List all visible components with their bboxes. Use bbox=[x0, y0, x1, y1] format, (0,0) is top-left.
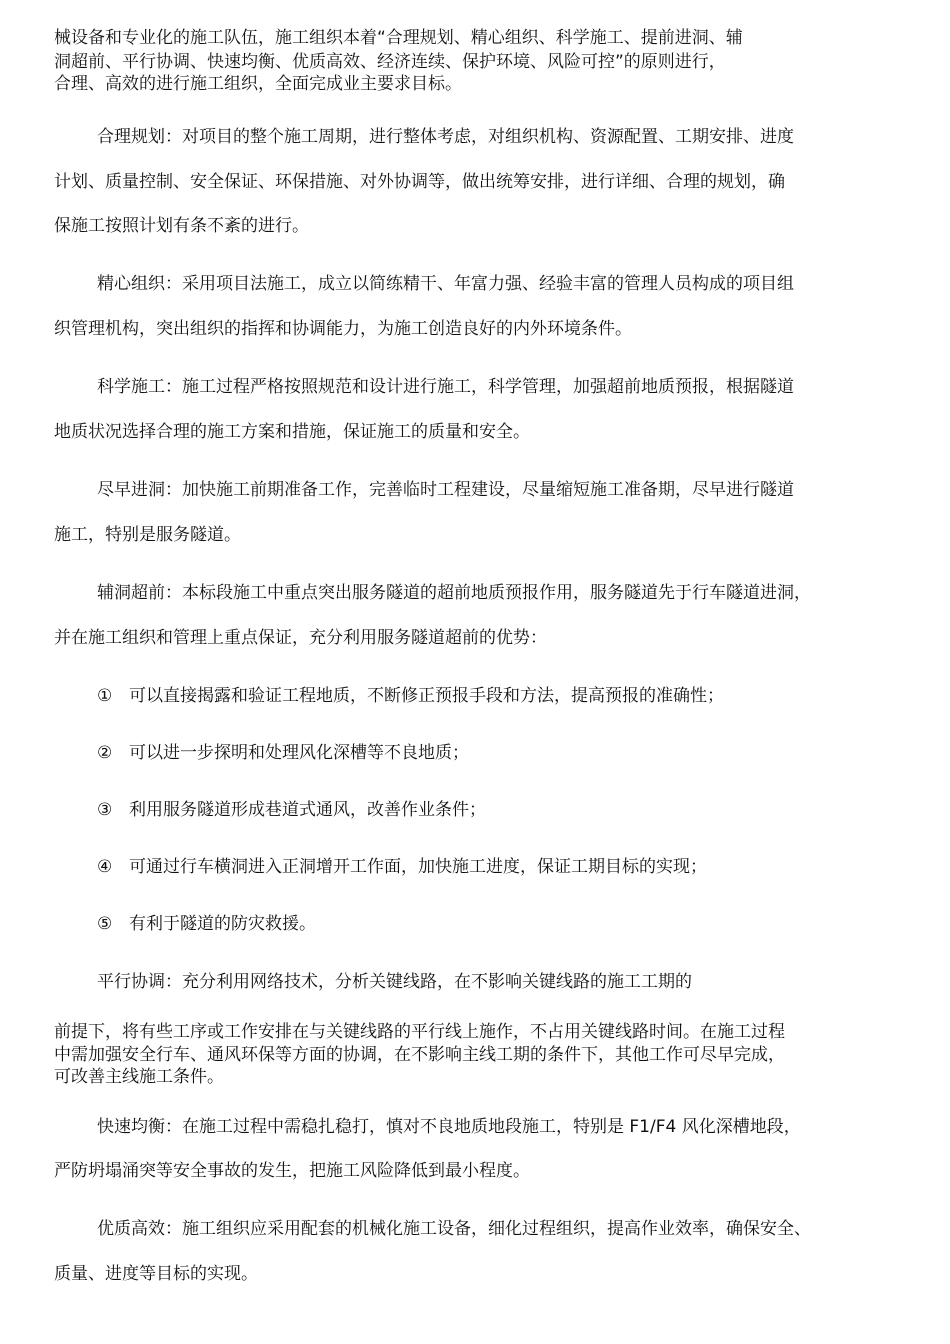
list-item bbox=[97, 856, 707, 878]
paragraph-auxiliary-tunnel-line-2: 并在施工组织和管理上重点保证，充分利用服务隧道超前的优势： bbox=[54, 628, 547, 648]
paragraph-parallel-line-2: 前提下，将有些工序或工作安排在与关键线路的平行线上施作，不占用关键线路时间。在施工过程 bbox=[54, 1022, 785, 1042]
paragraph-balance-line-2: 严防坍塌涌突等安全事故的发生，把施工风险降低到最小程度。 bbox=[54, 1161, 530, 1181]
paragraph-quality-line-1: 优质高效：施工组织应采用配套的机械化施工设备，细化过程组织，提高作业效率，确保安全、 bbox=[97, 1219, 811, 1239]
paragraph-early-entry-line-1: 尽早进洞：加快施工前期准备工作，完善临时工程建设，尽量缩短施工准备期，尽早进行隧道 bbox=[97, 480, 794, 500]
list-item-text: 利用服务隧道形成巷道式通风，改善作业条件； bbox=[129, 800, 486, 820]
intro-line-2: 洞超前、平行协调、快速均衡、优质高效、经济连续、保护环境、风险可控”的原则进行， bbox=[54, 52, 726, 72]
paragraph-planning-line-3: 保施工按照计划有条不紊的进行。 bbox=[54, 216, 309, 236]
paragraph-science-line-1: 科学施工：施工过程严格按照规范和设计进行施工，科学管理，加强超前地质预报，根据隧道 bbox=[97, 377, 794, 397]
paragraph-early-entry-line-2: 施工，特别是服务隧道。 bbox=[54, 525, 241, 545]
list-item-number: ③ bbox=[97, 800, 113, 820]
list-item bbox=[97, 799, 486, 821]
paragraph-quality-line-2: 质量、进度等目标的实现。 bbox=[54, 1264, 258, 1284]
list-item-number: ② bbox=[97, 743, 113, 763]
paragraph-parallel-line-1: 平行协调：充分利用网络技术，分析关键线路，在不影响关键线路的施工工期的 bbox=[97, 972, 692, 992]
list-item-text: 可以进一步探明和处理风化深槽等不良地质； bbox=[129, 743, 469, 763]
list-item-text: 有利于隧道的防灾救援。 bbox=[129, 914, 316, 934]
list-item bbox=[97, 742, 469, 764]
list-item-text: 可通过行车横洞进入正洞增开工作面，加快施工进度，保证工期目标的实现； bbox=[129, 857, 707, 877]
list-item-number: ④ bbox=[97, 857, 113, 877]
list-item-number: ⑤ bbox=[97, 914, 113, 934]
paragraph-balance-line-1: 快速均衡：在施工过程中需稳扎稳打，慎对不良地质地段施工，特别是 F1/F4 风化深槽地段， bbox=[97, 1117, 801, 1137]
intro-line-3: 合理、高效的进行施工组织，全面完成业主要求目标。 bbox=[54, 74, 462, 94]
paragraph-planning-line-2: 计划、质量控制、安全保证、环保措施、对外协调等，做出统筹安排，进行详细、合理的规划，确 bbox=[54, 172, 785, 192]
list-item bbox=[97, 913, 316, 935]
paragraph-auxiliary-tunnel-line-1: 辅洞超前：本标段施工中重点突出服务隧道的超前地质预报作用，服务隧道先于行车隧道进洞， bbox=[97, 583, 811, 603]
intro-line-1: 械设备和专业化的施工队伍，施工组织本着“合理规划、精心组织、科学施工、提前进洞、辅 bbox=[54, 28, 743, 48]
paragraph-organization-line-2: 织管理机构，突出组织的指挥和协调能力，为施工创造良好的内外环境条件。 bbox=[54, 319, 632, 339]
paragraph-planning-line-1: 合理规划：对项目的整个施工周期，进行整体考虑，对组织机构、资源配置、工期安排、进度 bbox=[97, 127, 794, 147]
list-item bbox=[97, 685, 724, 707]
paragraph-parallel-line-4: 可改善主线施工条件。 bbox=[54, 1067, 224, 1087]
paragraph-science-line-2: 地质状况选择合理的施工方案和措施，保证施工的质量和安全。 bbox=[54, 422, 530, 442]
paragraph-organization-line-1: 精心组织：采用项目法施工，成立以简练精干、年富力强、经验丰富的管理人员构成的项目组 bbox=[97, 274, 794, 294]
list-item-text: 可以直接揭露和验证工程地质，不断修正预报手段和方法，提高预报的准确性； bbox=[129, 686, 724, 706]
list-item-number: ① bbox=[97, 686, 113, 706]
paragraph-parallel-line-3: 中需加强安全行车、通风环保等方面的协调，在不影响主线工期的条件下，其他工作可尽早完成， bbox=[54, 1045, 785, 1065]
